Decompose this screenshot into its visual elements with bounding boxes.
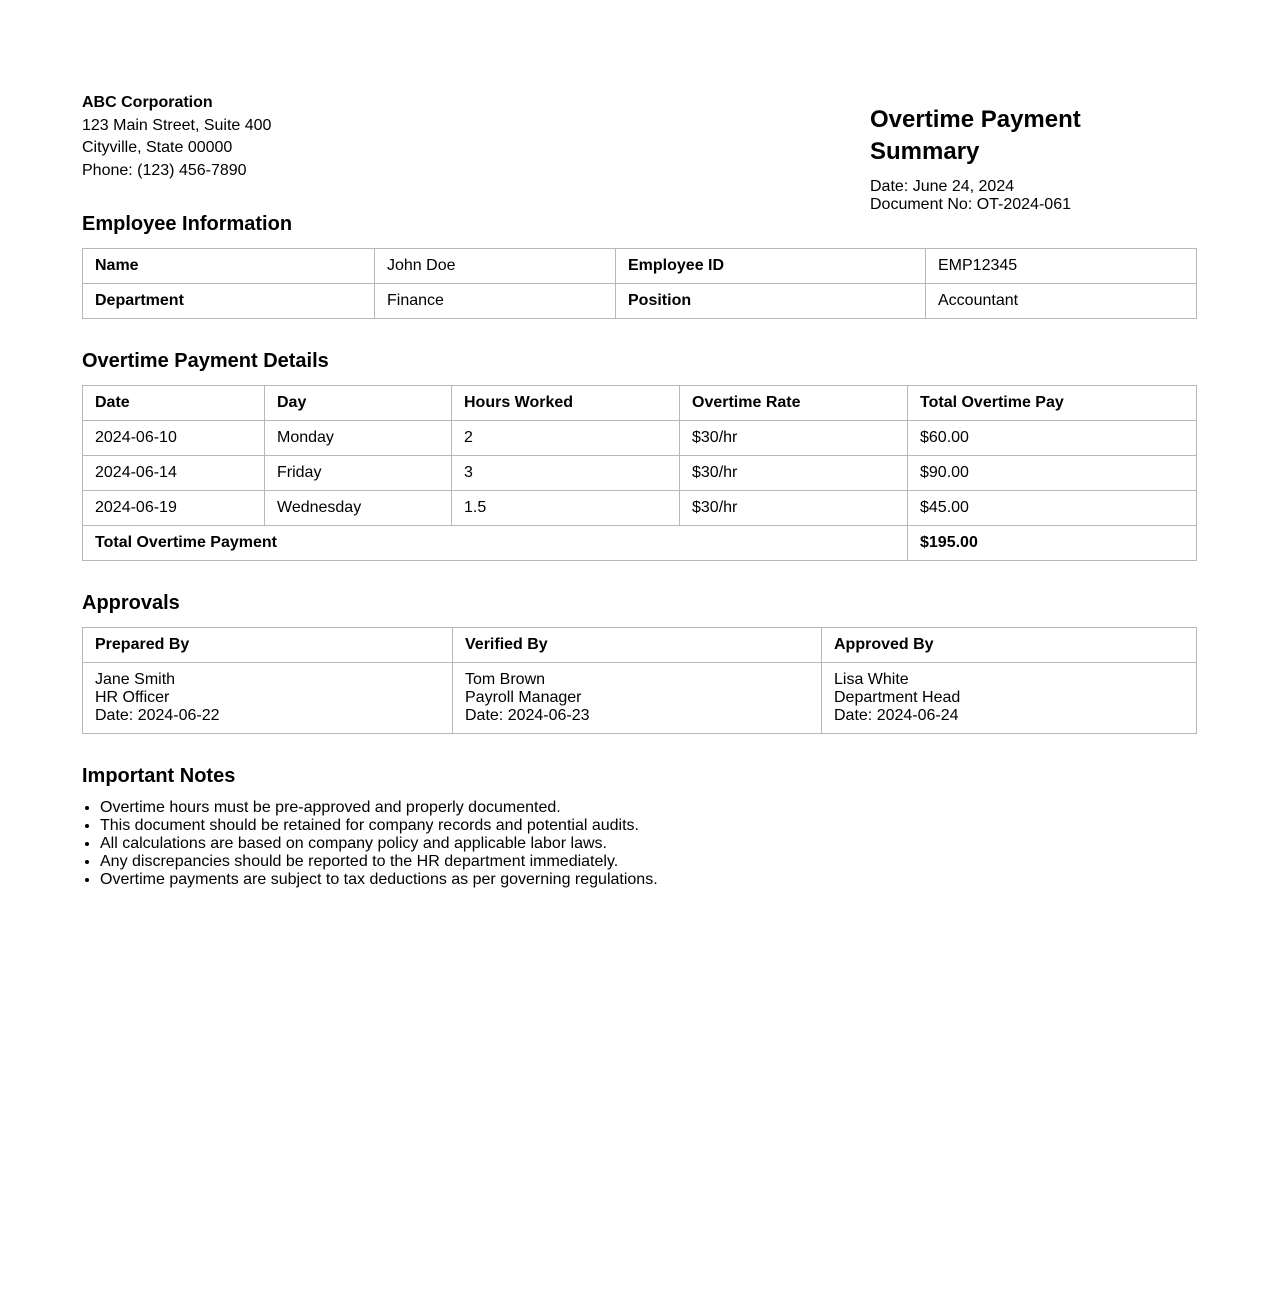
cell-total-overtime-pay: $60.00 bbox=[908, 421, 1197, 456]
signer-date: Date: 2024-06-24 bbox=[834, 707, 959, 724]
column-header-date: Date bbox=[83, 386, 265, 421]
overtime-details-table bbox=[82, 385, 1197, 561]
table-row bbox=[83, 249, 1197, 284]
cell-total-overtime-pay: $45.00 bbox=[908, 491, 1197, 526]
employee-id-value: EMP12345 bbox=[926, 249, 1197, 284]
list-item: • Any discrepancies should be reported to the HR department immediately. bbox=[100, 853, 658, 871]
employee-id-label: Employee ID bbox=[616, 249, 926, 284]
signer-name: Jane Smith bbox=[95, 671, 176, 688]
list-item: • Overtime hours must be pre-approved and properly documented. bbox=[100, 799, 658, 817]
cell-hours-worked: 1.5 bbox=[452, 491, 680, 526]
important-notes-section bbox=[82, 764, 658, 889]
employee-information-table bbox=[82, 248, 1197, 319]
employee-information-section bbox=[82, 212, 1197, 319]
cell-date: 2024-06-14 bbox=[83, 456, 265, 491]
column-header-overtime-rate: Overtime Rate bbox=[680, 386, 908, 421]
column-header-hours-worked: Hours Worked bbox=[452, 386, 680, 421]
total-row bbox=[83, 526, 1197, 561]
cell-day: Wednesday bbox=[265, 491, 452, 526]
cell-overtime-rate: $30/hr bbox=[680, 456, 908, 491]
cell-day: Monday bbox=[265, 421, 452, 456]
document-meta bbox=[870, 104, 1196, 214]
cell-date: 2024-06-19 bbox=[83, 491, 265, 526]
position-label: Position bbox=[616, 284, 926, 319]
column-header-prepared-by: Prepared By bbox=[83, 628, 453, 663]
department-value: Finance bbox=[375, 284, 616, 319]
column-header-total-overtime-pay: Total Overtime Pay bbox=[908, 386, 1197, 421]
document-number: Document No: OT-2024-061 bbox=[870, 196, 1071, 213]
approvals-heading: Approvals bbox=[82, 592, 180, 614]
important-notes-heading: Important Notes bbox=[82, 765, 236, 787]
list-item: • This document should be retained for company records and potential audits. bbox=[100, 817, 658, 835]
table-row bbox=[83, 456, 1197, 491]
signer-title: Payroll Manager bbox=[465, 689, 582, 706]
total-overtime-label: Total Overtime Payment bbox=[83, 526, 908, 561]
cell-hours-worked: 3 bbox=[452, 456, 680, 491]
signer-title: HR Officer bbox=[95, 689, 170, 706]
document-date: Date: June 24, 2024 bbox=[870, 178, 1015, 195]
signer-name: Tom Brown bbox=[465, 671, 546, 688]
table-row bbox=[83, 284, 1197, 319]
cell-overtime-rate: $30/hr bbox=[680, 421, 908, 456]
document-title: Overtime Payment Summary bbox=[870, 106, 1081, 165]
table-row bbox=[83, 663, 1197, 734]
notes-list bbox=[82, 799, 658, 889]
list-item: • Overtime payments are subject to tax deductions as per governing regulations. bbox=[100, 871, 658, 889]
company-address-line1: 123 Main Street, Suite 400 bbox=[82, 116, 272, 134]
table-row bbox=[83, 421, 1197, 456]
table-row bbox=[83, 491, 1197, 526]
name-value: John Doe bbox=[375, 249, 616, 284]
position-value: Accountant bbox=[926, 284, 1197, 319]
company-name: ABC Corporation bbox=[82, 94, 213, 111]
column-header-day: Day bbox=[265, 386, 452, 421]
table-header-row bbox=[83, 628, 1197, 663]
signer-prepared-by bbox=[83, 663, 453, 734]
signer-title: Department Head bbox=[834, 689, 961, 706]
cell-total-overtime-pay: $90.00 bbox=[908, 456, 1197, 491]
signer-date: Date: 2024-06-22 bbox=[95, 707, 220, 724]
signer-date: Date: 2024-06-23 bbox=[465, 707, 590, 724]
overtime-details-section bbox=[82, 349, 1197, 561]
overtime-details-heading: Overtime Payment Details bbox=[82, 350, 329, 372]
company-info bbox=[82, 92, 271, 182]
document-header bbox=[82, 92, 1196, 212]
name-label: Name bbox=[83, 249, 375, 284]
table-header-row bbox=[83, 386, 1197, 421]
cell-day: Friday bbox=[265, 456, 452, 491]
column-header-verified-by: Verified By bbox=[453, 628, 822, 663]
signer-verified-by bbox=[453, 663, 822, 734]
cell-date: 2024-06-10 bbox=[83, 421, 265, 456]
column-header-approved-by: Approved By bbox=[822, 628, 1197, 663]
signer-name: Lisa White bbox=[834, 671, 909, 688]
cell-overtime-rate: $30/hr bbox=[680, 491, 908, 526]
company-address-line2: Cityville, State 00000 bbox=[82, 139, 233, 156]
approvals-table bbox=[82, 627, 1197, 734]
approvals-section bbox=[82, 591, 1197, 734]
list-item: • All calculations are based on company policy and applicable labor laws. bbox=[100, 835, 658, 853]
signer-approved-by bbox=[822, 663, 1197, 734]
department-label: Department bbox=[83, 284, 375, 319]
company-phone: Phone: (123) 456-7890 bbox=[82, 161, 247, 179]
cell-hours-worked: 2 bbox=[452, 421, 680, 456]
total-overtime-value: $195.00 bbox=[908, 526, 1197, 561]
employee-information-heading: Employee Information bbox=[82, 213, 293, 235]
document-page bbox=[82, 92, 1196, 888]
